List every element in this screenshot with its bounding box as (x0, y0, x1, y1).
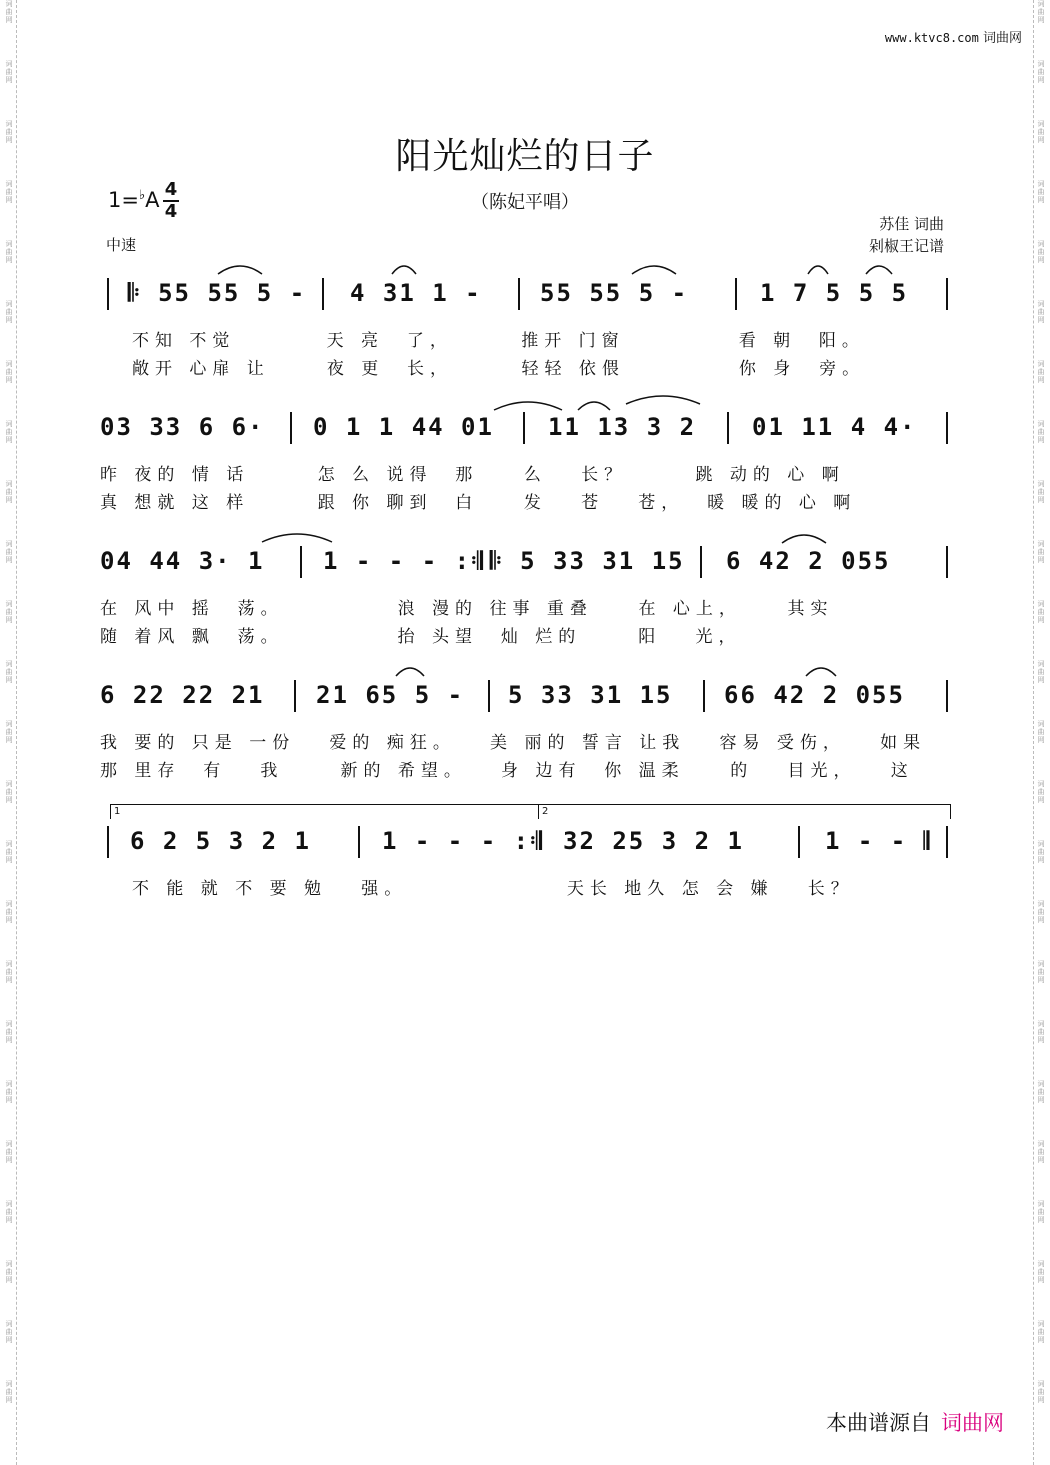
tempo-marking: 中速 (106, 236, 137, 254)
song-title: 阳光灿烂的日子 (395, 136, 655, 177)
measure: 01 11 4 4· (752, 413, 917, 441)
measure: 21 65 5 - (316, 681, 465, 709)
site-name[interactable]: 词曲网 (982, 31, 1022, 46)
side-watermark-text: 词 曲 网 (1037, 0, 1045, 24)
side-watermark-text: 词 曲 网 (1037, 1140, 1045, 1164)
side-watermark-text: 词 曲 网 (1037, 420, 1045, 444)
side-watermark-text: 词 曲 网 (1037, 960, 1045, 984)
side-watermark-text: 词 曲 网 (5, 1140, 13, 1164)
side-watermark-text: 词 曲 网 (1037, 360, 1045, 384)
volta-bracket-1: 1 (110, 804, 538, 819)
key-note: A (145, 188, 160, 212)
side-watermark-text: 词 曲 网 (5, 360, 13, 384)
side-watermark-text: 词 曲 网 (5, 540, 13, 564)
measure: 4 31 1 - (350, 279, 482, 307)
side-watermark-text: 词 曲 网 (5, 1260, 13, 1284)
slur-arc (632, 266, 676, 274)
side-watermark-text: 词 曲 网 (5, 60, 13, 84)
side-watermark-text: 词 曲 网 (5, 960, 13, 984)
slur-arc (392, 266, 416, 274)
lyrics-verse-1: 不知 不觉 天 亮 了， 推开 门窗 看 朝 阳。 (132, 331, 865, 351)
side-watermark-text: 词 曲 网 (1037, 720, 1045, 744)
lyrics-verse-1: 在 风中 摇 荡。 浪 漫的 往事 重叠 在 心上， 其实 (100, 599, 834, 619)
side-watermark-text: 词 曲 网 (1037, 660, 1045, 684)
slur-arc (866, 266, 892, 274)
measure: 6 42 2 055 (726, 547, 891, 575)
side-watermark-text: 词 曲 网 (1037, 780, 1045, 804)
side-watermark-text: 词 曲 网 (1037, 180, 1045, 204)
side-watermark-text: 词 曲 网 (5, 900, 13, 924)
time-signature-top: 4 (164, 179, 178, 200)
flat-sign: ♭ (138, 188, 146, 203)
side-watermark-text: 词 曲 网 (5, 1020, 13, 1044)
side-watermark-text: 词 曲 网 (5, 720, 13, 744)
side-watermark-text: 词 曲 网 (1037, 120, 1045, 144)
measure: 1 - - - :𝄇 (323, 547, 485, 575)
volta-bracket-2: 2 (538, 804, 951, 819)
side-watermark-text: 词 曲 网 (5, 300, 13, 324)
measure: 55 55 5 - (540, 279, 689, 307)
side-watermark-text: 词 曲 网 (1037, 1260, 1045, 1284)
side-watermark-text: 词 曲 网 (1037, 300, 1045, 324)
side-watermark-text: 词 曲 网 (5, 240, 13, 264)
slur-arc (262, 534, 332, 542)
time-signature-bottom: 4 (164, 201, 178, 222)
side-watermark-text: 词 曲 网 (5, 660, 13, 684)
lyrics-verse-1: 我 要的 只是 一份 爱的 痴狂。 美 丽的 誓言 让我 容易 受伤， 如果 (100, 733, 927, 753)
transcriber-credit: 剁椒王记谱 (868, 237, 944, 255)
lyricist-credit: 苏佳 词曲 (879, 215, 944, 233)
measure: 66 42 2 055 (724, 681, 905, 709)
measure: 03 33 6 6· (100, 413, 265, 441)
lyrics-verse-1: 不 能 就 不 要 勉 强。 天长 地久 怎 会 嫌 长？ (132, 879, 854, 899)
side-watermark-text: 词 曲 网 (1037, 1020, 1045, 1044)
side-watermark-text: 词 曲 网 (5, 480, 13, 504)
measure: 1 - - - :𝄇 (382, 827, 544, 855)
side-watermark-text: 词 曲 网 (1037, 540, 1045, 564)
side-watermark-text: 词 曲 网 (1037, 1080, 1045, 1104)
measure: 1 7 5 5 5 (760, 279, 909, 307)
slur-arc (782, 535, 826, 543)
side-watermark-text: 词 曲 网 (5, 120, 13, 144)
side-watermark-text: 词 曲 网 (1037, 240, 1045, 264)
side-watermark-text: 词 曲 网 (5, 1200, 13, 1224)
measure: 32 25 3 2 1 (563, 827, 744, 855)
measure: 0 1 1 44 01 (313, 413, 494, 441)
slur-arc (808, 266, 828, 274)
measure: 𝄆 55 55 5 - (128, 279, 307, 307)
measure: 𝄆 5 33 31 15 (490, 547, 685, 575)
measure: 6 22 22 21 (100, 681, 265, 709)
site-url[interactable]: www.ktvc8.com (884, 31, 979, 45)
side-watermark-text: 词 曲 网 (1037, 600, 1045, 624)
measure: 1 - - 𝄂 (825, 827, 932, 855)
lyrics-verse-2: 那 里存 有 我 新的 希望。 身 边有 你 温柔 的 目光， 这 (100, 761, 914, 781)
side-watermark-text: 词 曲 网 (5, 0, 13, 24)
side-watermark-text: 词 曲 网 (5, 1080, 13, 1104)
measure: 11 13 3 2 (548, 413, 697, 441)
footer-brand[interactable]: 词曲网 (941, 1411, 1004, 1435)
side-watermark-text: 词 曲 网 (1037, 1200, 1045, 1224)
side-watermark-text: 词 曲 网 (1037, 480, 1045, 504)
side-watermark-text: 词 曲 网 (5, 780, 13, 804)
side-watermark-text: 词 曲 网 (1037, 1380, 1045, 1404)
slur-arc (218, 266, 262, 274)
singer: （陈妃平唱） (471, 192, 579, 213)
side-watermark-text: 词 曲 网 (1037, 900, 1045, 924)
measure: 6 2 5 3 2 1 (130, 827, 311, 855)
slur-arc (396, 668, 424, 676)
slur-arc (494, 402, 562, 410)
side-watermark-text: 词 曲 网 (1037, 1320, 1045, 1344)
side-watermark-text: 词 曲 网 (5, 420, 13, 444)
side-watermark-text: 词 曲 网 (5, 600, 13, 624)
measure: 04 44 3· 1 (100, 547, 265, 575)
lyrics-verse-2: 敞开 心扉 让 夜 更 长， 轻轻 依偎 你 身 旁。 (132, 359, 866, 379)
side-watermark-text: 词 曲 网 (5, 180, 13, 204)
side-watermark-text: 词 曲 网 (5, 840, 13, 864)
lyrics-verse-1: 昨 夜的 情 话 怎 么 说得 那 么 长？ 跳 动的 心 啊 (100, 465, 845, 485)
key-prefix: 1= (108, 188, 139, 212)
lyrics-verse-2: 真 想就 这 样 跟 你 聊到 白 发 苍 苍， 暖 暖的 心 啊 (100, 493, 857, 513)
side-watermark-text: 词 曲 网 (5, 1380, 13, 1404)
side-watermark-text: 词 曲 网 (5, 1320, 13, 1344)
side-watermark-text: 词 曲 网 (1037, 840, 1045, 864)
measure: 5 33 31 15 (508, 681, 673, 709)
side-watermark-text: 词 曲 网 (1037, 60, 1045, 84)
lyrics-verse-2: 随 着风 飘 荡。 抬 头望 灿 烂的 阳 光， (100, 627, 742, 647)
slur-arc (626, 396, 700, 404)
footer-text: 本曲谱源自 (826, 1411, 931, 1435)
slur-arc (578, 402, 610, 410)
slur-arc (806, 668, 836, 676)
